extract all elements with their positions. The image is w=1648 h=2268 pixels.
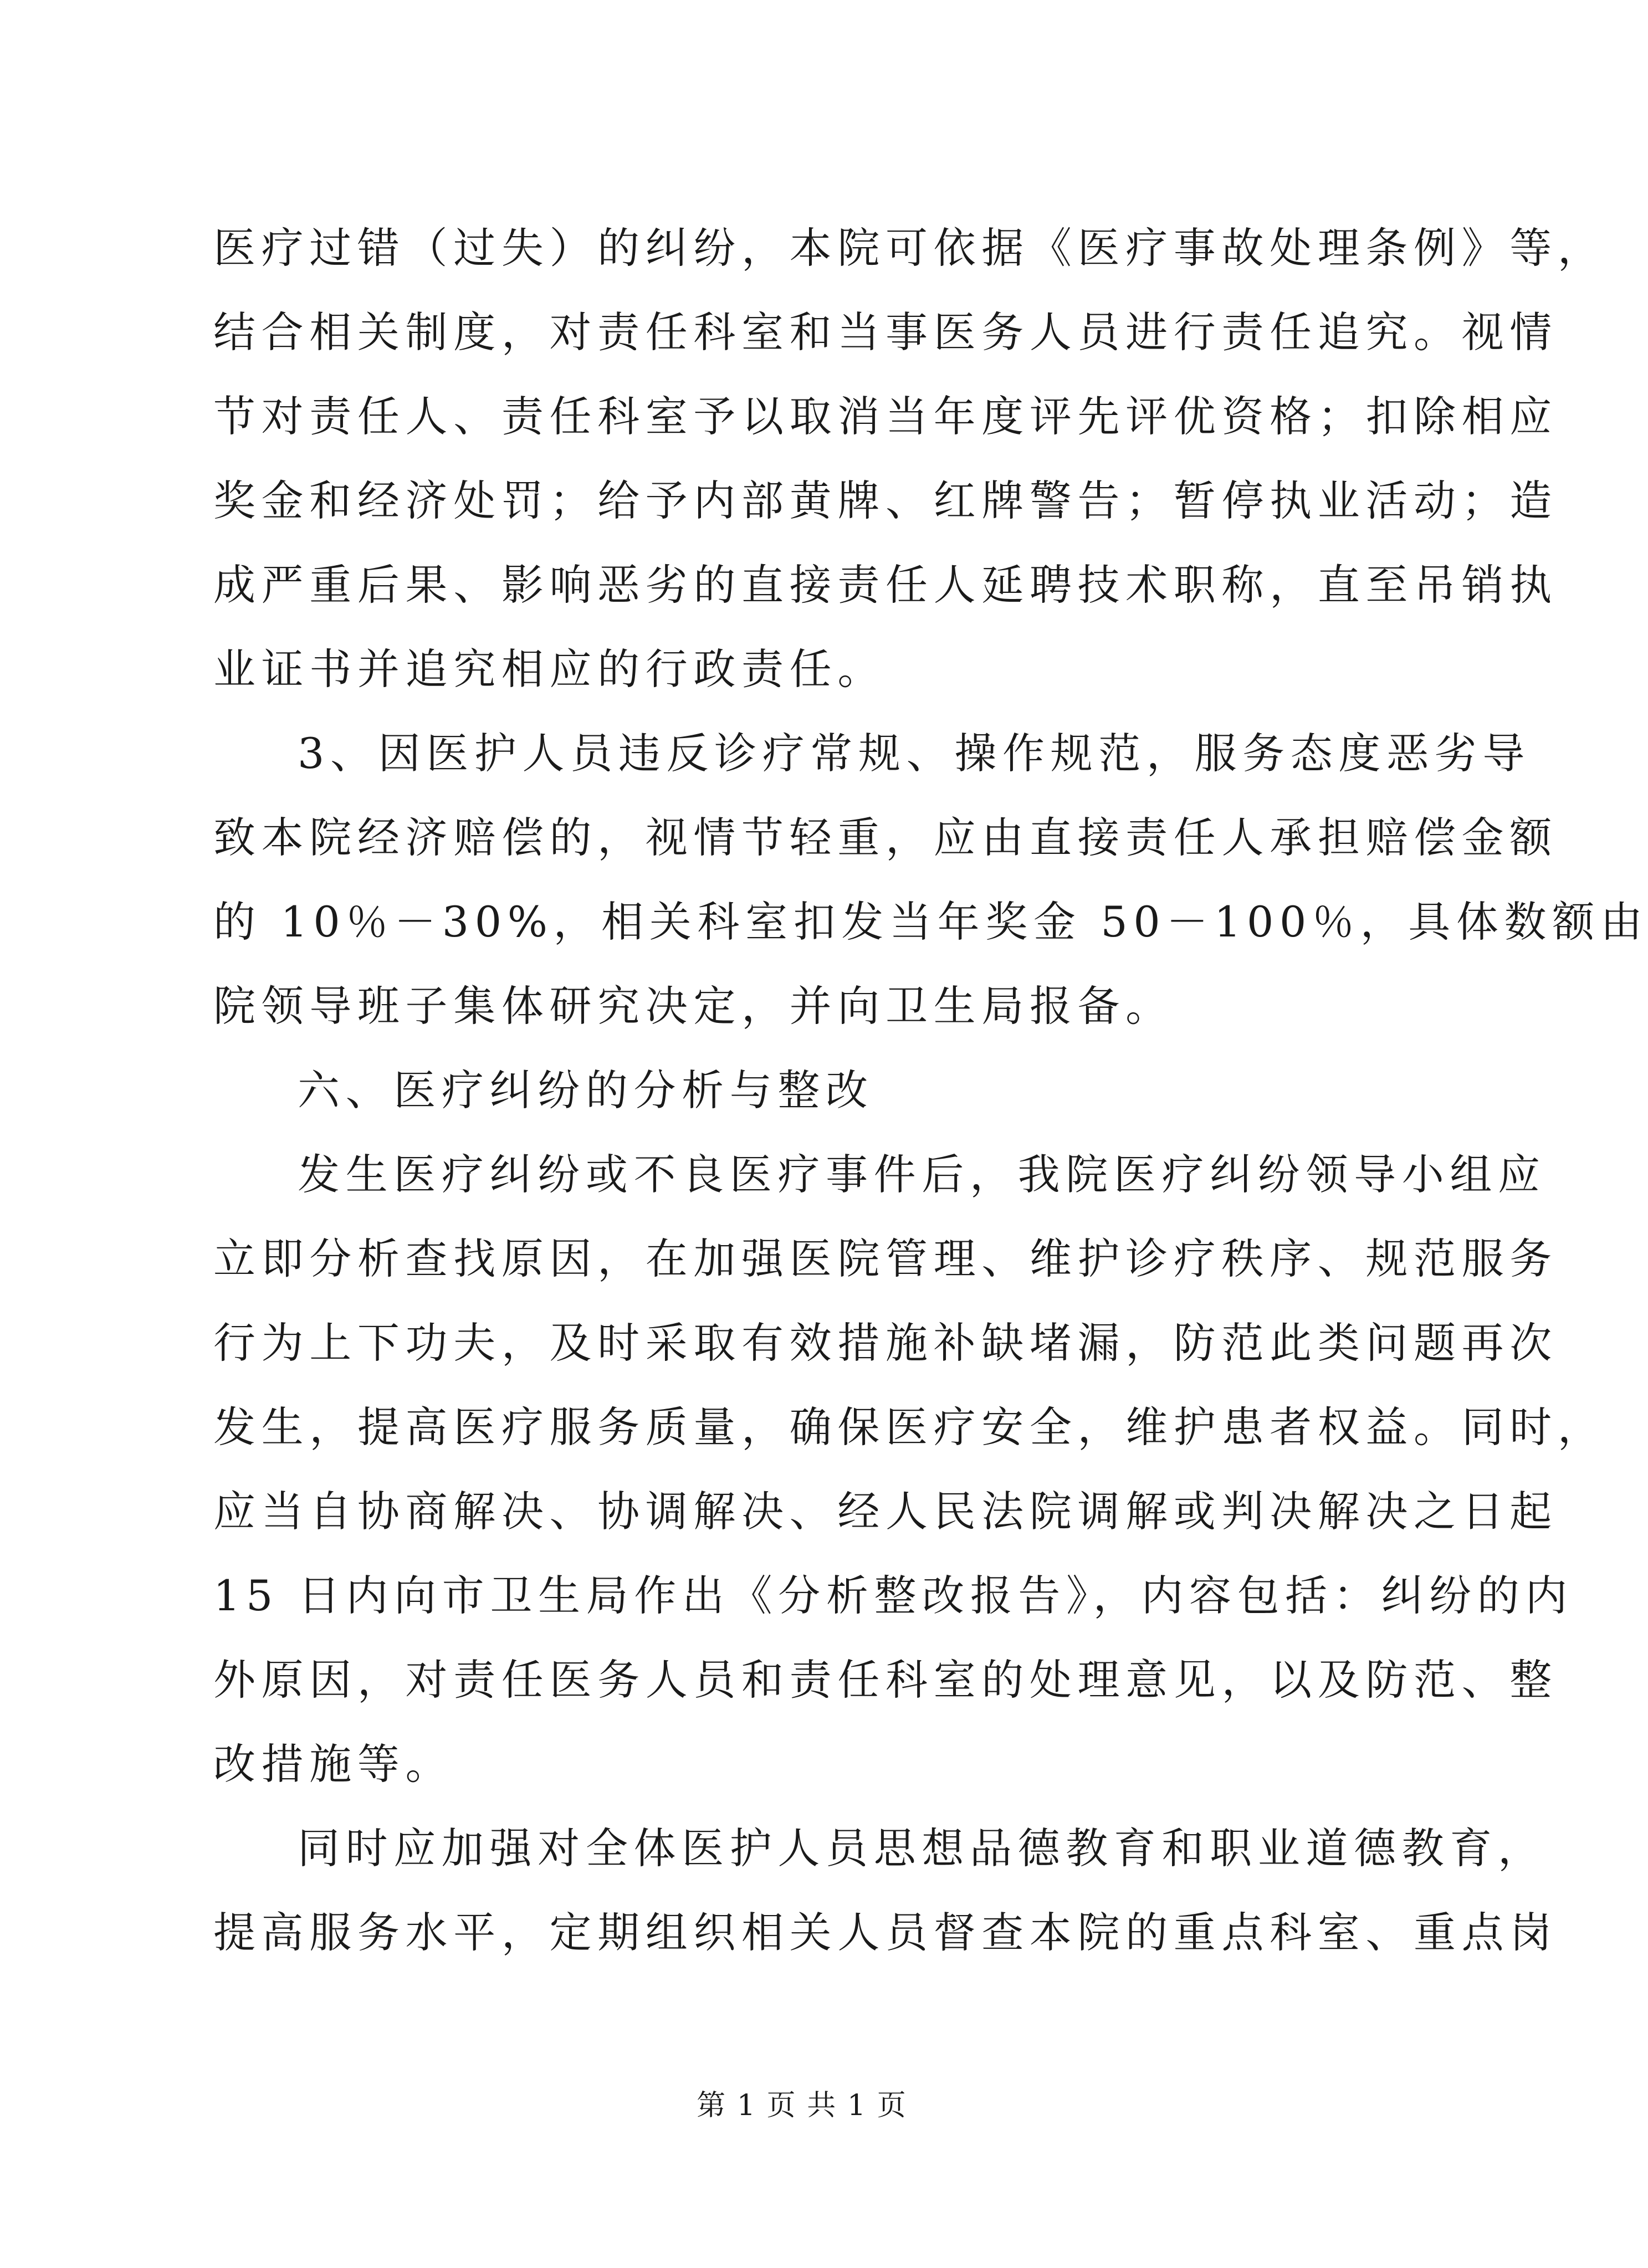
text-line: 发生，提高医疗服务质量，确保医疗安全，维护患者权益。同时， [213, 1402, 1606, 1452]
text-line: 业证书并追究相应的行政责任。 [213, 644, 886, 694]
page-footer: 第 1 页 共 1 页 [697, 2089, 907, 2122]
document-body [213, 206, 1648, 1975]
text-line: 3、因医护人员违反诊疗常规、操作规范，服务态度恶劣导 [298, 729, 1531, 778]
text-line: 奖金和经济处罚；给予内部黄牌、红牌警告；暂停执业活动；造 [213, 476, 1558, 525]
text-line: 的 10％－30%，相关科室扣发当年奖金 50－100％，具体数额由 [213, 897, 1648, 946]
text-line: 行为上下功夫，及时采取有效措施补缺堵漏，防范此类问题再次 [213, 1318, 1558, 1368]
text-line: 外原因，对责任医务人员和责任科室的处理意见，以及防范、整 [213, 1655, 1558, 1704]
text-line: 成严重后果、影响恶劣的直接责任人延聘技术职称，直至吊销执 [213, 560, 1558, 610]
text-line: 立即分析查找原因，在加强医院管理、维护诊疗秩序、规范服务 [213, 1234, 1558, 1283]
text-line: 提高服务水平，定期组织相关人员督查本院的重点科室、重点岗 [213, 1908, 1558, 1957]
text-line: 应当自协商解决、协调解决、经人民法院调解或判决解决之日起 [213, 1487, 1558, 1536]
text-line: 15 日内向市卫生局作出《分析整改报告》，内容包括：纠纷的内 [213, 1571, 1574, 1620]
text-line: 致本院经济赔偿的，视情节轻重，应由直接责任人承担赔偿金额 [213, 813, 1558, 862]
text-line: 改措施等。 [213, 1739, 454, 1789]
text-line: 同时应加强对全体医护人员思想品德教育和职业道德教育， [298, 1824, 1546, 1873]
text-line: 发生医疗纠纷或不良医疗事件后，我院医疗纠纷领导小组应 [298, 1150, 1546, 1199]
text-line: 结合相关制度，对责任科室和当事医务人员进行责任追究。视情 [213, 308, 1558, 357]
text-line: 医疗过错（过失）的纠纷，本院可依据《医疗事故处理条例》等， [213, 223, 1606, 273]
text-line: 节对责任人、责任科室予以取消当年度评先评优资格；扣除相应 [213, 392, 1558, 441]
text-line: 院领导班子集体研究决定，并向卫生局报备。 [213, 981, 1174, 1031]
section-heading: 六、医疗纠纷的分析与整改 [298, 1066, 874, 1115]
